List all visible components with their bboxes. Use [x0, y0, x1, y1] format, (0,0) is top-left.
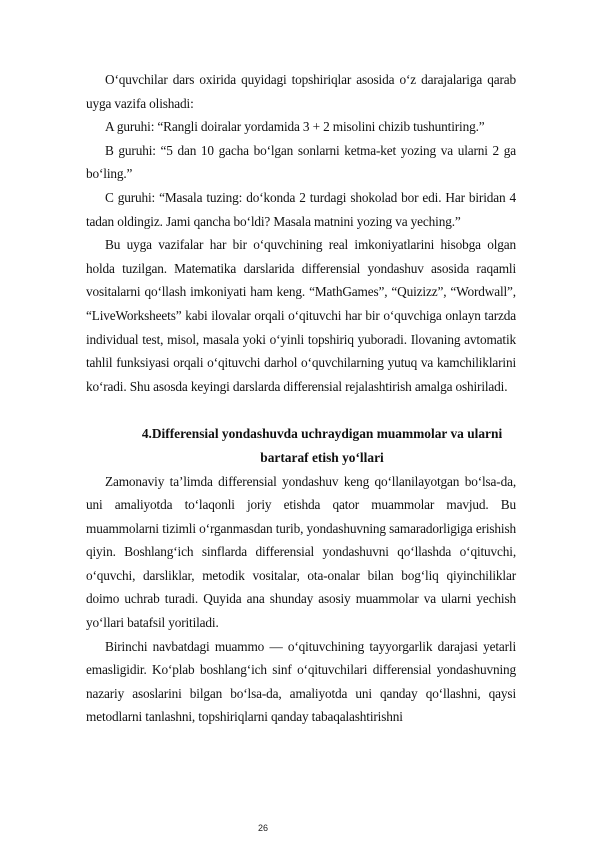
- paragraph-problems-intro: Zamonaviy ta’limda differensial yondashuv keng qo‘llanilayotgan bo‘lsa-da, uni amaliyotda to‘laqonli joriy etishda qator muammolar mavjud. Bu muammolarni tizimli o‘rganmasdan turib, yondashuvning samaradorligiga erishish qiyin. Boshlang‘ich sinflarda differensial yondashuvni qo‘llashda o‘qituvchi, o‘quvchi, darsliklar, metodik vositalar, ota-onalar bilan bog‘liq qiyinchiliklar doimo uchrab turadi. Quyida ana shunday asosiy muammolar va ularni yechish yo‘llari batafsil yoritiladi.: [86, 473, 516, 631]
- section-spacer: [86, 398, 516, 422]
- page-number: 26: [258, 823, 269, 833]
- paragraph-group-b: B guruhi: “5 dan 10 gacha bo‘lgan sonlarni ketma-ket yozing va ularni 2 ga bo‘ling.”: [86, 142, 516, 182]
- paragraph-homework-intro: O‘quvchilar dars oxirida quyidagi topshiriqlar asosida o‘z darajalariga qarab uyga vazifa olishadi:: [86, 72, 516, 111]
- document-body: [86, 68, 516, 729]
- paragraph-group-c: C guruhi: “Masala tuzing: do‘konda 2 turdagi shokolad bor edi. Har biridan 4 tadan oldingiz. Jami qancha bo‘ldi? Masala matnini yozing va yeching.”: [86, 189, 516, 229]
- paragraph-group-a: A guruhi: “Rangli doiralar yordamida 3 + 2 misolini chizib tushuntiring.”: [105, 119, 485, 135]
- section-heading-line-1: 4.Differensial yondashuvda uchraydigan muammolar va ularni: [141, 426, 503, 442]
- paragraph-digital-tools: Bu uyga vazifalar har bir o‘quvchining real imkoniyatlarini hisobga olgan holda tuzilgan. Matematika darslarida differensial yondashuv asosida raqamli vositalarni qo‘llash imkoniyati ham keng. “MathGames”, “Quizizz”, “Wordwall”, “LiveWorksheets” kabi ilovalar orqali o‘qituvchi har bir o‘quvchiga onlayn tarzda individual test, misol, masala yoki o‘yinli topshiriq yuboradi. Ilovaning avtomatik tahlil funksiyasi orqali o‘qituvchi darhol o‘quvchilarning yutuq va kamchiliklarini ko‘radi. Shu asosda keyingi darslarda differensial rejalashtirish amalga oshiriladi.: [86, 237, 516, 394]
- paragraph-first-problem: Birinchi navbatdagi muammo — o‘qituvchining tayyorgarlik darajasi yetarli emasligidir. Ko‘plab boshlang‘ich sinf o‘qituvchilari differensial yondashuvning nazariy asoslarini bilgan bo‘lsa-da, amaliyotda uni qanday qo‘llashni, qaysi metodlarni tanlashni, topshiriqlarni qanday tabaqalashtirishni: [86, 638, 516, 725]
- section-heading-line-2: bartaraf etish yo‘llari: [260, 449, 384, 465]
